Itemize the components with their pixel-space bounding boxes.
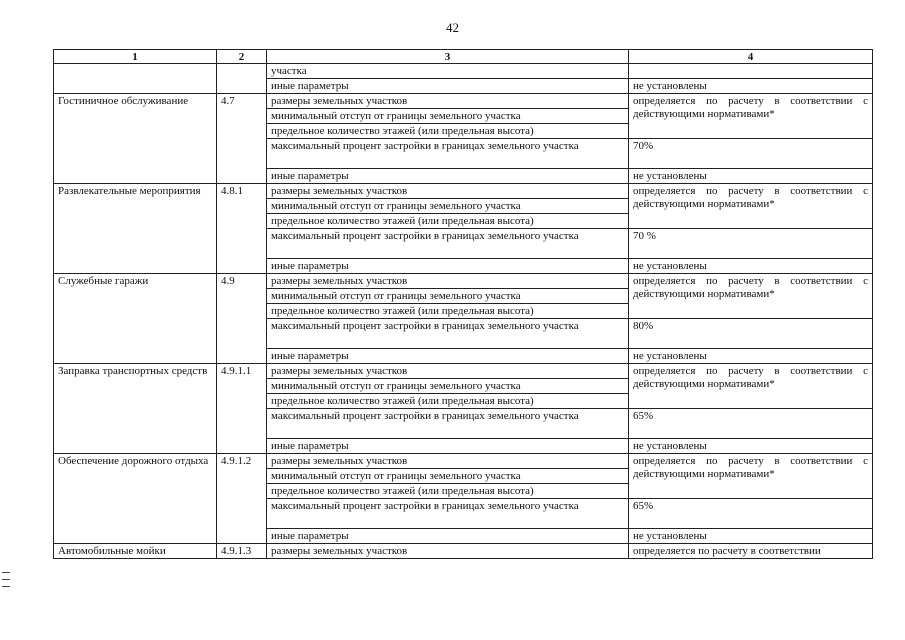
param-cell: минимальный отступ от границы земельного участка [267, 469, 629, 484]
table-row [54, 94, 873, 109]
param-cell: минимальный отступ от границы земельного участка [267, 199, 629, 214]
use-code-cell: 4.7 [217, 94, 267, 184]
other-value-cell: не установлены [629, 259, 873, 274]
use-type-cell: Автомобильные мойки [54, 544, 217, 559]
coverage-value-cell: 80% [629, 319, 873, 349]
continuation-code-cell [217, 64, 267, 94]
margin-mark [2, 579, 10, 580]
column-header-1: 1 [54, 50, 217, 64]
coverage-value-cell: 65% [629, 409, 873, 439]
margin-mark [2, 572, 10, 573]
param-cell: иные параметры [267, 79, 629, 94]
use-code-cell: 4.8.1 [217, 184, 267, 274]
param-cell: предельное количество этажей (или предельная высота) [267, 214, 629, 229]
use-code-cell: 4.9.1.1 [217, 364, 267, 454]
value-cell: определяется по расчету в соответствии [629, 544, 873, 559]
calc-value-cell: определяется по расчету в соответствии с действующими нормативами* [629, 454, 873, 499]
param-cell: размеры земельных участков [267, 544, 629, 559]
zoning-parameters-table [53, 49, 873, 559]
param-cell: максимальный процент застройки в границах земельного участка [267, 319, 629, 349]
use-type-cell: Развлекательные мероприятия [54, 184, 217, 274]
other-value-cell: не установлены [629, 529, 873, 544]
other-value-cell: не установлены [629, 169, 873, 184]
param-cell: размеры земельных участков [267, 184, 629, 199]
table-row [54, 184, 873, 199]
param-cell: предельное количество этажей (или предельная высота) [267, 394, 629, 409]
page-number: 42 [446, 20, 459, 35]
other-value-cell: не установлены [629, 439, 873, 454]
param-cell: размеры земельных участков [267, 364, 629, 379]
param-cell: иные параметры [267, 259, 629, 274]
param-cell: размеры земельных участков [267, 94, 629, 109]
coverage-value-cell: 70 % [629, 229, 873, 259]
value-cell [629, 64, 873, 79]
use-type-cell: Заправка транспортных средств [54, 364, 217, 454]
calc-value-cell: определяется по расчету в соответствии с действующими нормативами* [629, 364, 873, 409]
param-cell: предельное количество этажей (или предельная высота) [267, 304, 629, 319]
table-row [54, 274, 873, 289]
column-header-4: 4 [629, 50, 873, 64]
calc-value-cell: определяется по расчету в соответствии с действующими нормативами* [629, 184, 873, 229]
param-cell: максимальный процент застройки в границах земельного участка [267, 229, 629, 259]
use-code-cell: 4.9 [217, 274, 267, 364]
param-cell: иные параметры [267, 169, 629, 184]
table-header-row [54, 50, 873, 64]
param-cell: размеры земельных участков [267, 274, 629, 289]
param-cell: участка [267, 64, 629, 79]
continuation-use-cell [54, 64, 217, 94]
param-cell: максимальный процент застройки в границах земельного участка [267, 409, 629, 439]
param-cell: иные параметры [267, 349, 629, 364]
table-row [54, 364, 873, 379]
use-type-cell: Обеспечение дорожного отдыха [54, 454, 217, 544]
param-cell: иные параметры [267, 439, 629, 454]
use-code-cell: 4.9.1.3 [217, 544, 267, 559]
use-code-cell: 4.9.1.2 [217, 454, 267, 544]
param-cell: размеры земельных участков [267, 454, 629, 469]
param-cell: минимальный отступ от границы земельного участка [267, 379, 629, 394]
param-cell: максимальный процент застройки в границах земельного участка [267, 499, 629, 529]
table-body [54, 64, 873, 559]
param-cell: иные параметры [267, 529, 629, 544]
column-header-3: 3 [267, 50, 629, 64]
calc-value-cell: определяется по расчету в соответствии с действующими нормативами* [629, 274, 873, 319]
table-row [54, 64, 873, 79]
use-type-cell: Служебные гаражи [54, 274, 217, 364]
param-cell: предельное количество этажей (или предельная высота) [267, 484, 629, 499]
param-cell: максимальный процент застройки в границах земельного участка [267, 139, 629, 169]
value-cell: не установлены [629, 79, 873, 94]
table-row [54, 454, 873, 469]
coverage-value-cell: 70% [629, 139, 873, 169]
param-cell: минимальный отступ от границы земельного участка [267, 109, 629, 124]
other-value-cell: не установлены [629, 349, 873, 364]
margin-mark [2, 586, 10, 587]
coverage-value-cell: 65% [629, 499, 873, 529]
column-header-2: 2 [217, 50, 267, 64]
param-cell: минимальный отступ от границы земельного участка [267, 289, 629, 304]
param-cell: предельное количество этажей (или предельная высота) [267, 124, 629, 139]
table-row [54, 544, 873, 559]
use-type-cell: Гостиничное обслуживание [54, 94, 217, 184]
calc-value-cell: определяется по расчету в соответствии с действующими нормативами* [629, 94, 873, 139]
